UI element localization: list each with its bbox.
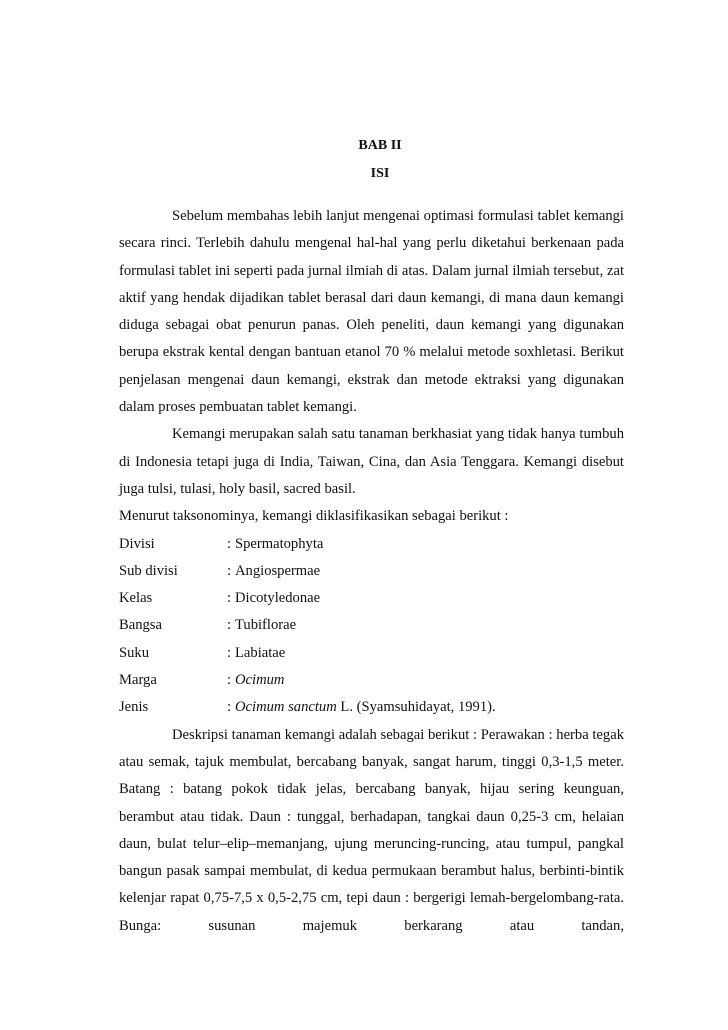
- taxonomy-separator: :: [227, 672, 232, 689]
- taxonomy-row-jenis: [119, 694, 624, 721]
- taxonomy-label: Sub divisi: [119, 562, 178, 579]
- chapter-title: BAB II: [358, 138, 402, 153]
- taxonomy-value: Ocimum: [235, 672, 285, 689]
- taxonomy-value: Spermatophyta: [235, 535, 324, 552]
- taxonomy-separator: :: [227, 617, 232, 634]
- taxonomy-separator: :: [227, 644, 232, 661]
- taxonomy-separator: :: [227, 590, 232, 607]
- paragraph-kemangi: Kemangi merupakan salah satu tanaman berkhasiat yang tidak hanya tumbuh di Indonesia tetapi juga di India, Taiwan, Cina, dan Asia Tenggara. Kemangi disebut juga tulsi, tulasi, holy basil, sacred basil.: [119, 426, 624, 497]
- section-title: ISI: [370, 166, 390, 181]
- taxonomy-row-divisi: [119, 531, 624, 558]
- taxonomy-value: Ocimum sanctum: [235, 699, 337, 716]
- taxonomy-value: Angiospermae: [235, 562, 321, 579]
- taxonomy-value: Labiatae: [235, 644, 286, 661]
- taxonomy-label: Jenis: [119, 699, 149, 716]
- taxonomy-label: Marga: [119, 672, 157, 689]
- paragraph-description: Deskripsi tanaman kemangi adalah sebagai berikut : Perawakan : herba tegak atau semak, tajuk membulat, bercabang banyak, sangat harum, tinggi 0,3-1,5 meter. Batang : batang pokok tidak jelas, bercabang banyak, hijau sering keunguan, berambut atau tidak. Daun : tunggal, berhadapan, tangkai daun 0,25-3 cm, helaian daun, bulat telur–elip–memanjang, ujung meruncing-runcing, atau tumpul, pangkal bangun pasak sampai membulat, di kedua permukaan berambut halus, berbinti-bintik kelenjar rapat 0,75-7,5 x 0,5-2,75 cm, tepi daun : bergerigi lemah-bergelombang-rata. Bunga: susunan majemuk berkarang atau tandan,: [119, 726, 624, 934]
- taxonomy-intro: Menurut taksonominya, kemangi diklasifikasikan sebagai berikut :: [119, 508, 509, 525]
- taxonomy-row-bangsa: [119, 612, 624, 639]
- body-text: [119, 203, 624, 940]
- taxonomy-label: Kelas: [119, 590, 153, 607]
- paragraph-intro: Sebelum membahas lebih lanjut mengenai optimasi formulasi tablet kemangi secara rinci. Terlebih dahulu mengenal hal-hal yang perlu diketahui berkenaan pada formulasi tablet ini seperti pada jurnal ilmiah di atas. Dalam jurnal ilmiah tersebut, zat aktif yang hendak dijadikan tablet berasal dari daun kemangi, di mana daun kemangi diduga sebagai obat penurun panas. Oleh peneliti, daun kemangi yang digunakan berupa ekstrak kental dengan bantuan etanol 70 % melalui metode soxhletasi. Berikut penjelasan mengenai daun kemangi, ekstrak dan metode ektraksi yang digunakan dalam proses pembuatan tablet kemangi.: [119, 208, 624, 416]
- taxonomy-row-kelas: [119, 585, 624, 612]
- taxonomy-citation: L. (Syamsuhidayat, 1991).: [336, 699, 496, 716]
- taxonomy-row-subdivisi: [119, 558, 624, 585]
- taxonomy-value: Dicotyledonae: [235, 590, 321, 607]
- taxonomy-separator: :: [227, 535, 232, 552]
- taxonomy-label: Divisi: [119, 535, 155, 552]
- taxonomy-label: Suku: [119, 644, 150, 661]
- taxonomy-value: Tubiflorae: [235, 617, 297, 634]
- taxonomy-separator: :: [227, 699, 232, 716]
- taxonomy-row-marga: [119, 667, 624, 694]
- taxonomy-label: Bangsa: [119, 617, 162, 634]
- taxonomy-separator: :: [227, 562, 232, 579]
- taxonomy-row-suku: [119, 640, 624, 667]
